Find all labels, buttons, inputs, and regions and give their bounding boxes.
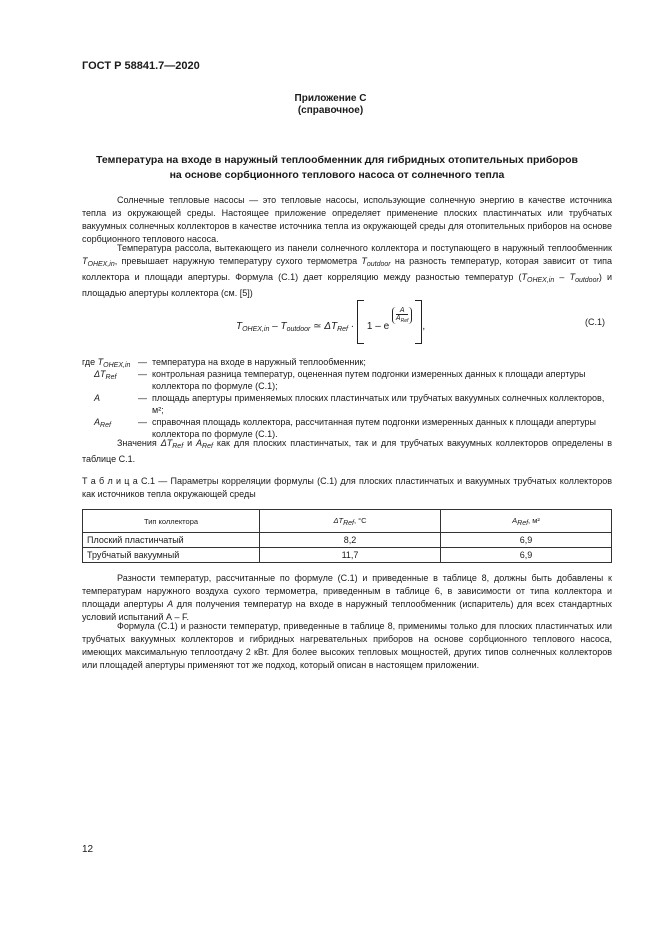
left-bracket [357, 300, 364, 344]
definition-item: где $T_{OHEX,in}$ — температура на входе в наружный теплообменник; [82, 357, 366, 369]
formula-number: (С.1) [585, 317, 605, 327]
paragraph-values: Значения $\Delta T_{Ref}$ и $A_{Ref}$ как для плоских пластинчатых, так и для трубчатых вакуумных коллекторов определены в таблице С.1. [82, 438, 612, 464]
section-title-line1: Температура на входе в наружный теплообменник для гибридных отопительных приборов [96, 154, 578, 166]
page-number: 12 [82, 844, 94, 855]
section-title-line2: на основе сорбционного теплового насоса от солнечного тепла [169, 169, 505, 181]
table-header-row [83, 510, 612, 533]
paragraph-temperature: Температура рассола, вытекающего из панели солнечного коллектора и поступающего в наружный теплообменник $T_{OHEX,in}$, превышает наружную температуру сухого термометра $T_{outdoor}$ на разность температур, которая зависит от типа коллектора и площади апертуры. Формула (С.1) дает корреляцию между разностью температур $(T_{OHEX,in} - T_{outdoor})$ и площадью апертуры коллектора (см. [5]) [82, 243, 613, 298]
paragraph-applicability: Формула (С.1) и разности температур, приведенные в таблице 8, применимы только для плоских пластинчатых или трубчатых вакуумных коллекторов и гибридных нагревательных приборов на основе сорбционного теплового насоса, имеющих максимальную теплоотдачу 2 кВт. Для более высоких тепловых мощностей, других типов солнечных коллекторов или площадей апертуры применяют тот же подход, который описан в настоящем приложении. [82, 621, 612, 670]
header-delta-t: $\Delta T_{Ref}$, °С [260, 510, 441, 533]
definition-item: $A_{Ref}$ — справочная площадь коллектора, рассчитанная путем подгонки измеренных данных к площади апертуры коллектора по формуле (С.1). [94, 417, 597, 439]
appendix-title: Приложение С [294, 93, 367, 104]
right-bracket [415, 300, 422, 344]
table-row: Плоский пластинчатый 8,2 6,9 [83, 533, 612, 548]
correlation-table [82, 509, 612, 563]
bracket-group: 1 – e A $A_{Ref}$ [357, 316, 422, 333]
definition-item: A — площадь апертуры применяемых плоских пластинчатых или трубчатых вакуумных солнечных коллекторов, м²; [94, 393, 605, 415]
paragraph-intro: Солнечные тепловые насосы — это тепловые насосы, использующие солнечную энергию в качестве источника тепла из окружающей среды. Настоящее приложение определяет применение плоских пластинчатых или трубчатых вакуумных солнечных коллекторов в качестве источника тепла из окружающей среды для отопительных приборов на основе сорбционного теплового насоса. [82, 195, 612, 244]
table-row: Трубчатый вакуумный 11,7 6,9 [83, 548, 612, 563]
table-caption: Т а б л и ц а С.1 — Параметры корреляции формулы (С.1) для плоских пластинчатых и вакуумных трубчатых коллекторов как источников тепла окружающей среды [82, 476, 612, 499]
standard-designation: ГОСТ Р 58841.7—2020 [82, 60, 200, 72]
appendix-note: (справочное) [297, 105, 364, 116]
definition-item: $\Delta T_{Ref}$ — контрольная разница температур, оцененная путем подгонки измеренных данных к площади апертуры коллектора по формуле (С.1); [94, 369, 586, 391]
header-type: Тип коллектора [83, 510, 260, 533]
exponent: A $A_{Ref}$ [392, 307, 412, 324]
formula-c1: $T_{OHEX,in} - T_{outdoor}$ ≃ $\Delta T_{Ref}$ · 1 – e A $A_{Ref}$ , [236, 316, 425, 333]
definitions-list [82, 356, 618, 440]
header-a-ref: $A_{Ref}$, м² [441, 510, 612, 533]
paragraph-differences: Разности температур, рассчитанные по формуле (С.1) и приведенные в таблице 8, должны быть добавлены к температурам наружного воздуха сухого термометра, приведенным в таблице 6, в зависимости от типа коллектора и площади апертуры A для получения температур на входе в наружный теплообменник (испаритель) для всех стандартных условий испытаний А – F. [82, 573, 612, 622]
section-title [82, 153, 592, 183]
